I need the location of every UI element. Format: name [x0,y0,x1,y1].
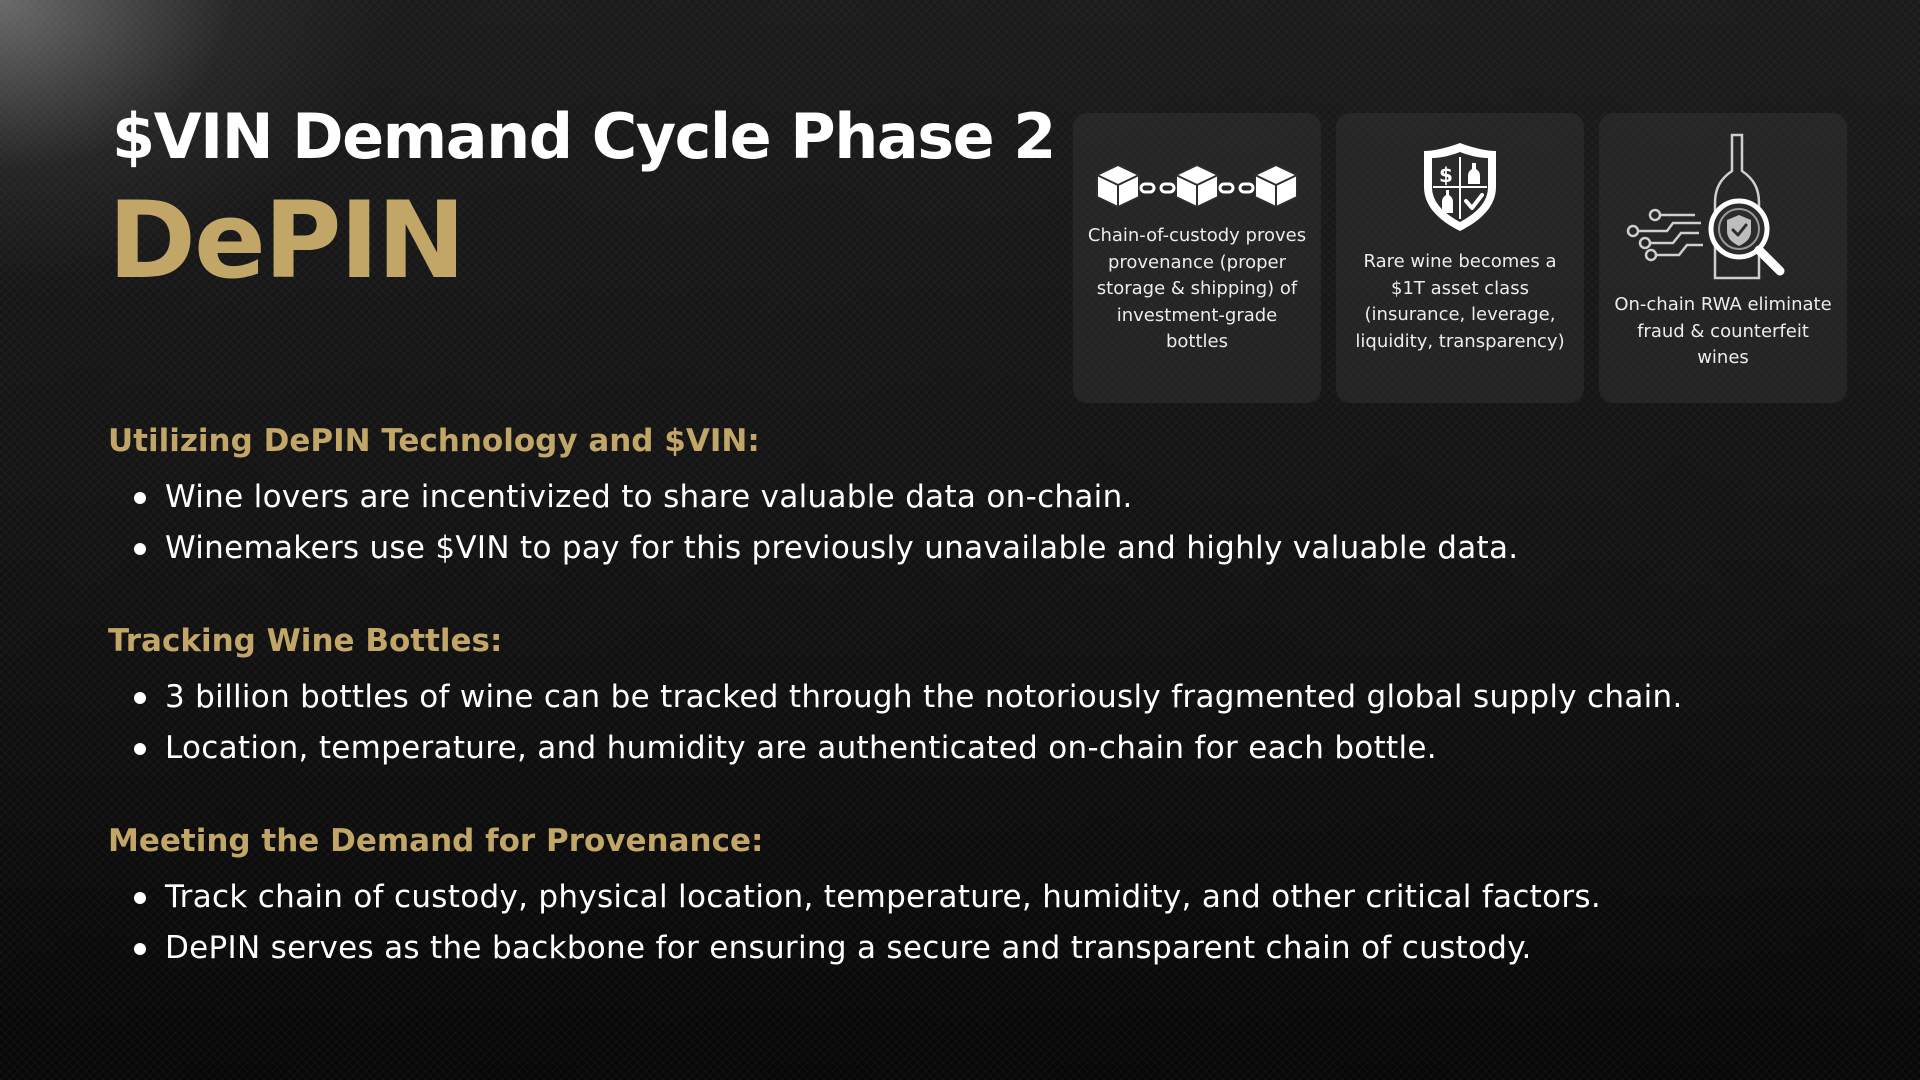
bullet-item [108,672,1888,723]
bullet-icon [134,743,146,755]
bullet-text: Track chain of custody, physical location, temperature, humidity, and other critical factors. [165,879,1602,915]
slide-subtitle: DePIN [108,179,464,302]
feature-card-text: Chain-of-custody proves provenance (proper storage & shipping) of investment-grade bottles [1087,225,1307,352]
feature-card-text: On-chain RWA eliminate fraud & counterfeit wines [1614,294,1832,368]
linked-cubes-icon [1073,153,1321,213]
bullet-icon [134,492,146,504]
section-provenance [108,816,1888,974]
bullet-text: Winemakers use $VIN to pay for this previously unavailable and highly valuable data. [165,530,1519,566]
bullet-item [108,472,1888,523]
bullet-item [108,523,1888,574]
feature-card-text: Rare wine becomes a $1T asset class (insurance, leverage, liquidity, transparency) [1355,251,1565,352]
section-heading: Meeting the Demand for Provenance: [108,823,764,859]
feature-card-asset-class [1336,113,1584,403]
bullet-list [108,872,1888,974]
feature-card-fraud [1599,113,1847,403]
bullet-icon [134,943,146,955]
bullet-item [108,872,1888,923]
bullet-icon [134,892,146,904]
bullet-item [108,723,1888,774]
section-heading: Tracking Wine Bottles: [108,623,503,659]
bottle-inspection-icon [1599,133,1847,285]
svg-text:$: $ [1439,163,1453,187]
section-tracking-bottles [108,616,1888,774]
content-sections [108,416,1888,1016]
bullet-list [108,672,1888,774]
bullet-list [108,472,1888,574]
bullet-text: Wine lovers are incentivized to share valuable data on-chain. [165,479,1133,515]
bullet-item [108,923,1888,974]
bullet-text: Location, temperature, and humidity are authenticated on-chain for each bottle. [165,730,1437,766]
bullet-icon [134,692,146,704]
feature-card-custody [1073,113,1321,403]
wine-shield-icon [1336,137,1584,237]
section-depin-technology [108,416,1888,574]
slide-title: $VIN Demand Cycle Phase 2 [112,100,1055,173]
bullet-text: 3 billion bottles of wine can be tracked through the notoriously fragmented global supply chain. [165,679,1683,715]
bullet-icon [134,543,146,555]
bullet-text: DePIN serves as the backbone for ensuring a secure and transparent chain of custody. [165,930,1532,966]
feature-cards [1073,113,1847,403]
section-heading: Utilizing DePIN Technology and $VIN: [108,423,760,459]
